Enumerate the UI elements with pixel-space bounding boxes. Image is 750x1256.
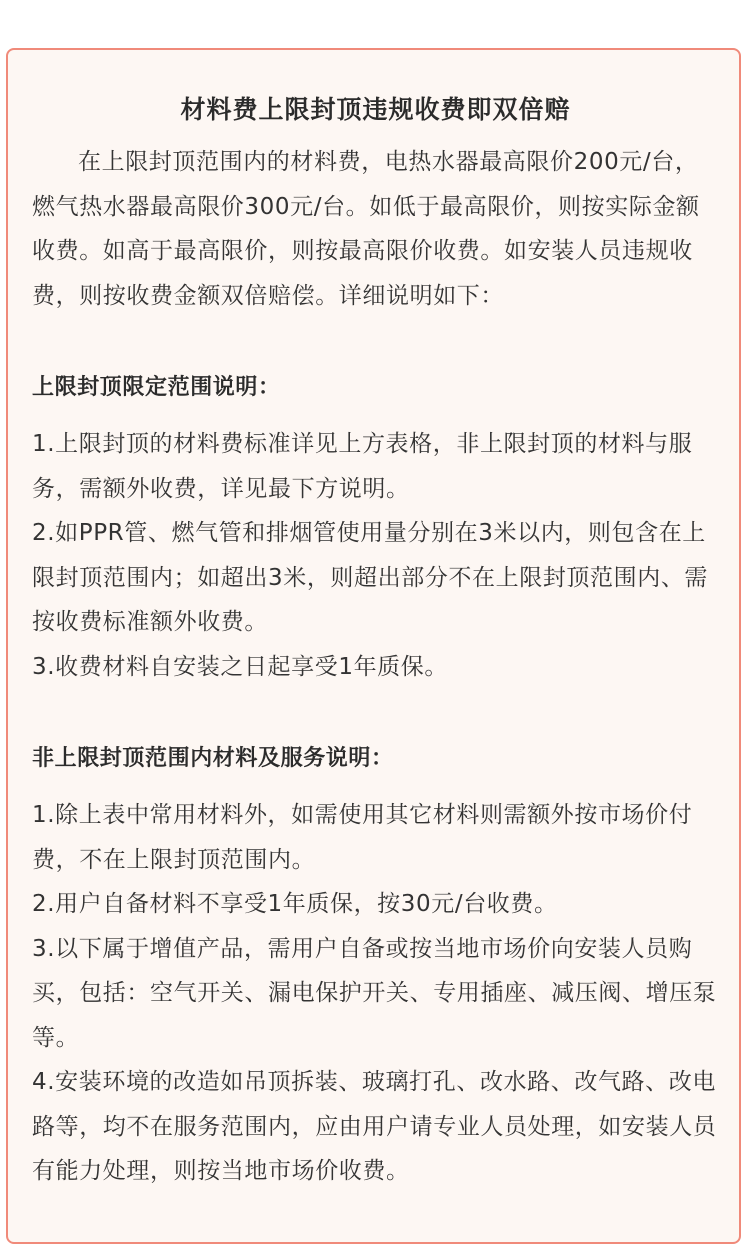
section-heading-capped-scope: 上限封顶限定范围说明： (32, 375, 281, 400)
capped-scope-item-3: 3.收费材料自安装之日起享受1年质保。 (32, 653, 448, 680)
non-capped-item-1: 1.除上表中常用材料外，如需使用其它材料则需额外按市场价付费，不在上限封顶范围内。 (32, 802, 693, 873)
intro-paragraph: 在上限封顶范围内的材料费，电热水器最高限价200元/台，燃气热水器最高限价300元/台。如低于最高限价，则按实际金额收费。如高于最高限价，则按最高限价收费。如安装人员违规收费，则按收费金额双倍赔偿。详细说明如下： (32, 149, 700, 309)
non-capped-item-4: 4.安装环境的改造如吊顶拆装、玻璃打孔、改水路、改气路、改电路等，均不在服务范围内，应由用户请专业人员处理，如安装人员有能力处理，则按当地市场价收费。 (32, 1069, 717, 1184)
notice-card (6, 48, 741, 1244)
capped-scope-item-1: 1.上限封顶的材料费标准详见上方表格，非上限封顶的材料与服务，需额外收费，详见最下方说明。 (32, 431, 693, 502)
section-heading-non-capped: 非上限封顶范围内材料及服务说明： (32, 746, 394, 771)
non-capped-item-3: 3.以下属于增值产品，需用户自备或按当地市场价向安装人员购买，包括：空气开关、漏电保护开关、专用插座、减压阀、增压泵等。 (32, 935, 717, 1051)
notice-title: 材料费上限封顶违规收费即双倍赔 (180, 95, 571, 124)
capped-scope-item-2: 2.如PPR管、燃气管和排烟管使用量分别在3米以内，则包含在上限封顶范围内；如超出3米，则超出部分不在上限封顶范围内、需按收费标准额外收费。 (32, 520, 709, 635)
non-capped-item-2: 2.用户自备材料不享受1年质保，按30元/台收费。 (32, 891, 558, 917)
